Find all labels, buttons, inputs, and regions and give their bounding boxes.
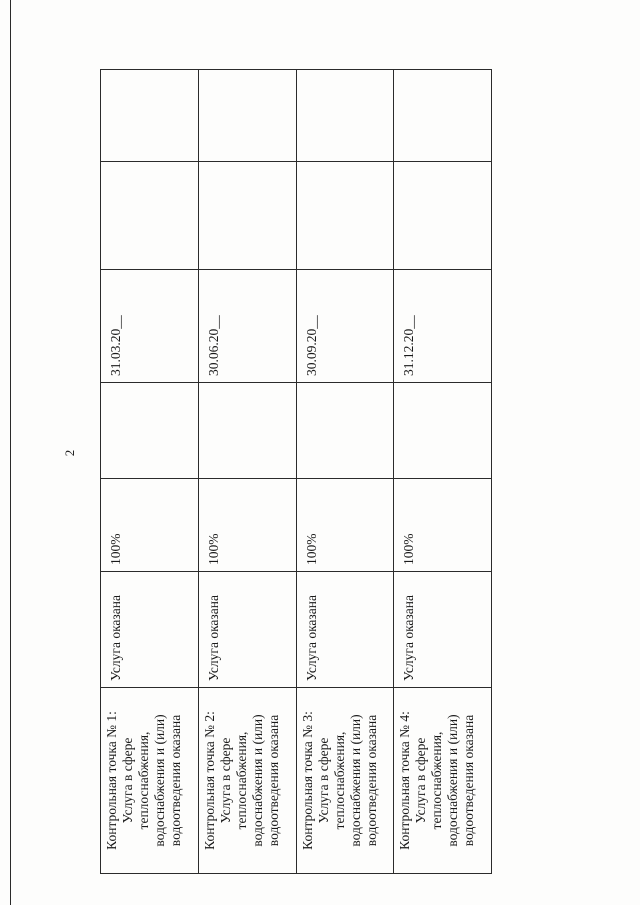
control-point-line: Услуга в сфере [315,737,331,824]
control-point-line: Контрольная точка № 3: [299,711,315,850]
table-row [296,70,394,874]
control-point-line: водоснабжения и (или) [347,714,363,847]
control-point-line: теплоснабжения, [233,731,249,830]
result-cell: Услуга оказана [394,572,492,688]
empty-cell [394,383,492,479]
control-point-line: Услуга в сфере [413,737,429,824]
control-point-line: Услуга в сфере [120,737,135,824]
control-point-line: теплоснабжения, [136,731,151,830]
empty-cell [296,162,394,270]
rotated-table-sheet [100,70,492,874]
control-point-line: водоснабжения и (или) [249,714,265,847]
control-point-line: водоснабжения и (или) [445,714,461,847]
control-point-line: Контрольная точка № 1: [104,711,119,850]
control-point-line: водоотведения оказана [265,714,281,847]
date-cell: 30.06.20__ [198,270,296,383]
result-cell: Услуга оказана [101,572,199,688]
empty-cell [394,162,492,270]
result-cell: Услуга оказана [296,572,394,688]
control-point-line: Контрольная точка № 2: [201,711,217,850]
control-point-line: теплоснабжения, [429,731,445,830]
control-point-line: водоотведения оказана [363,714,379,847]
control-point-cell [198,688,296,874]
date-cell: 31.12.20__ [394,270,492,383]
page-number: 2 [62,449,77,457]
control-point-cell [394,688,492,874]
control-point-line: водоснабжения и (или) [152,714,167,847]
empty-cell [198,162,296,270]
empty-cell [198,70,296,162]
percent-cell: 100% [101,479,199,572]
empty-cell [101,383,199,479]
control-point-line: водоотведения оказана [461,714,477,847]
control-points-table [100,69,492,874]
percent-cell: 100% [394,479,492,572]
page-edge-line [10,0,11,905]
percent-cell: 100% [198,479,296,572]
empty-cell [296,383,394,479]
empty-cell [101,70,199,162]
table-row [394,70,492,874]
table-row [198,70,296,874]
percent-cell: 100% [296,479,394,572]
control-point-line: теплоснабжения, [331,731,347,830]
control-point-line: водоотведения оказана [168,714,183,847]
control-point-cell [101,688,199,874]
empty-cell [101,162,199,270]
date-cell: 31.03.20__ [101,270,199,383]
control-point-cell [296,688,394,874]
control-point-line: Контрольная точка № 4: [397,711,413,850]
rotated-table-wrapper [100,70,492,874]
table-row [101,70,199,874]
empty-cell [198,383,296,479]
empty-cell [394,70,492,162]
date-cell: 30.09.20__ [296,270,394,383]
result-cell: Услуга оказана [198,572,296,688]
empty-cell [296,70,394,162]
control-point-line: Услуга в сфере [217,737,233,824]
